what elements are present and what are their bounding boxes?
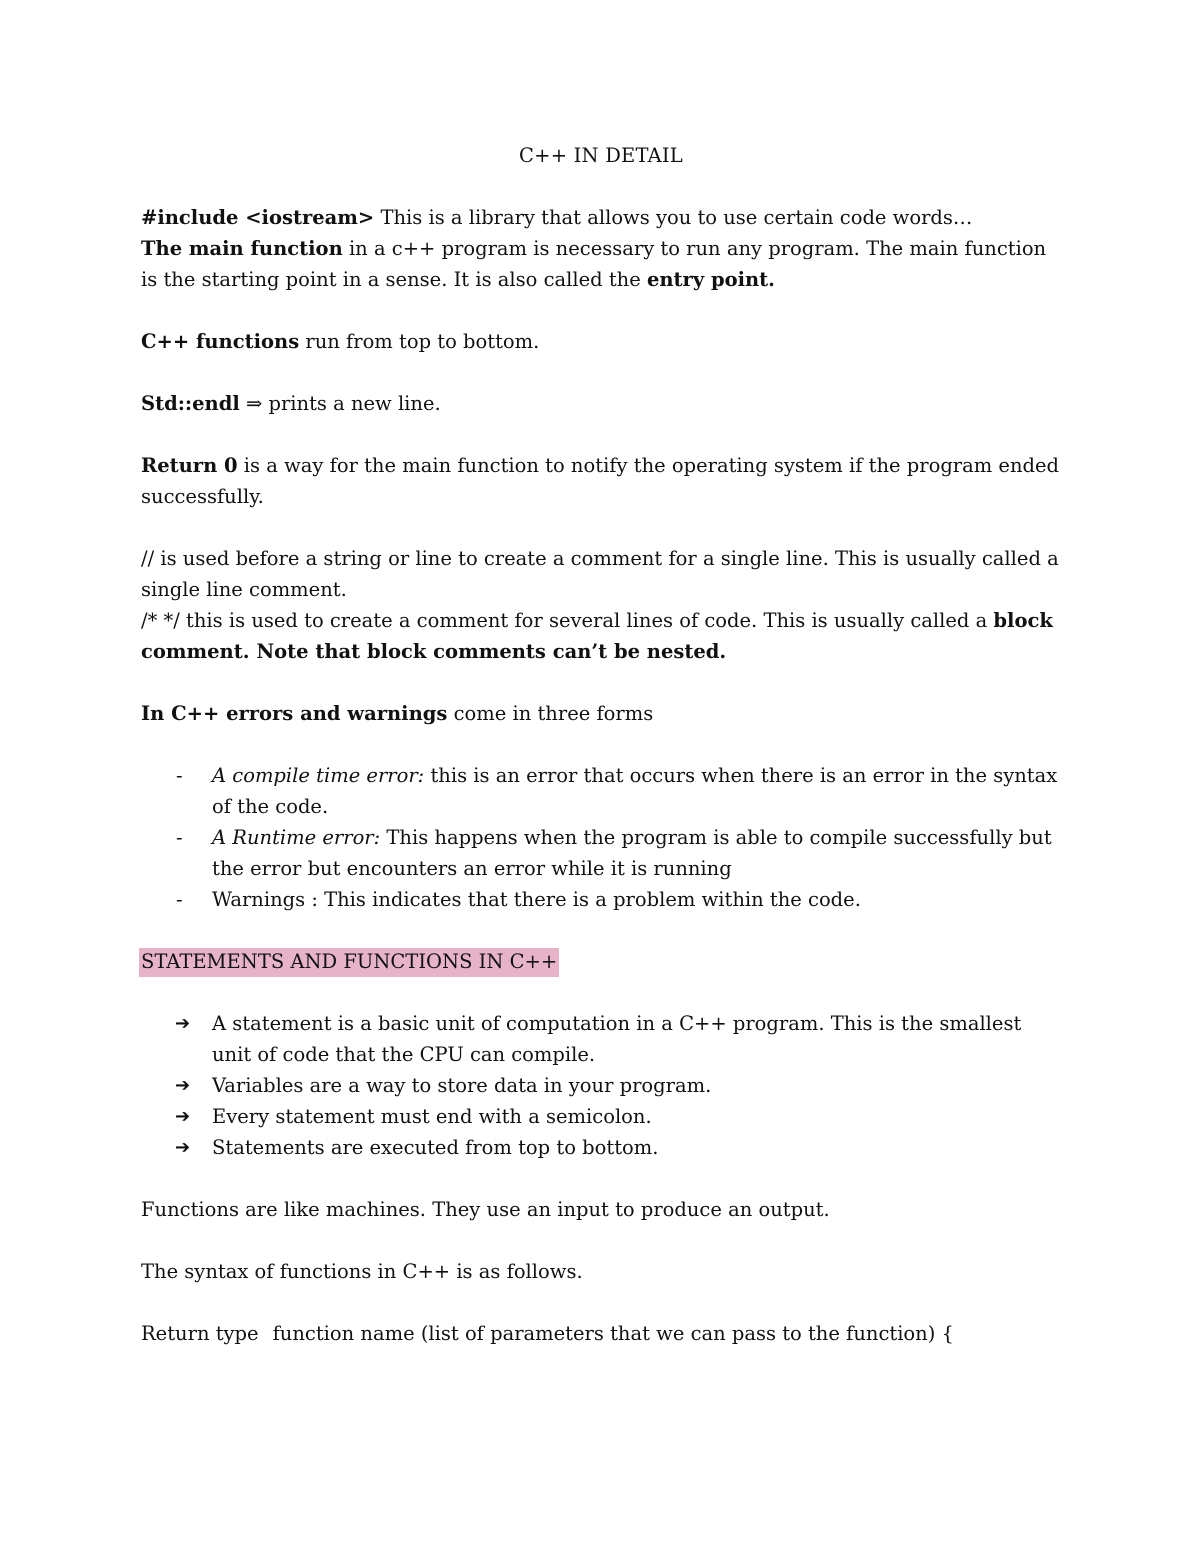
include-text: This is a library that allows you to use certain code words… — [374, 206, 973, 229]
cpp-functions-text: run from top to bottom. — [299, 330, 540, 353]
list-item — [141, 1008, 1061, 1070]
include-code: #include <iostream> — [141, 206, 375, 229]
arrow-bullet-icon: ➔ — [175, 1106, 191, 1127]
dash-bullet: - — [176, 888, 183, 911]
statement-text: Every statement must end with a semicolon. — [212, 1105, 652, 1128]
errors-heading — [141, 698, 1061, 729]
entry-point-term: entry point. — [646, 268, 775, 291]
list-item — [141, 1132, 1061, 1163]
error-type-text: Warnings : This indicates that there is a problem within the code. — [212, 888, 861, 911]
syntax-return-type: Return type — [141, 1322, 259, 1345]
block-comment-paragraph — [141, 605, 1061, 667]
syntax-rest: function name (list of parameters that we can pass to the function) { — [272, 1322, 954, 1345]
main-function-text: in a c++ program is necessary to run any program. The main function is the starting point in a sense. It is also called the — [141, 237, 1047, 291]
arrow-bullet-icon: ➔ — [175, 1075, 191, 1096]
return0-paragraph — [141, 450, 1061, 512]
return0-term: Return 0 — [141, 454, 238, 477]
error-type-label: A compile time error: — [212, 764, 425, 787]
functions-syntax-line — [141, 1318, 1061, 1349]
block-comment-term: block comment. Note that block comments can’t be nested. — [141, 609, 1053, 663]
arrow-bullet-icon: ➔ — [175, 1013, 191, 1034]
include-paragraph — [141, 202, 1061, 233]
main-function-paragraph — [141, 233, 1061, 295]
cpp-functions-paragraph — [141, 326, 1061, 357]
highlighted-heading: STATEMENTS AND FUNCTIONS IN C++ — [139, 948, 559, 977]
statements-heading — [141, 946, 1061, 977]
errors-heading-term: In C++ errors and warnings — [141, 702, 448, 725]
endl-term: Std::endl — [141, 392, 240, 415]
errors-list — [141, 760, 1061, 915]
functions-machines-paragraph: Functions are like machines. They use an input to produce an output. — [141, 1198, 830, 1221]
statement-text: Statements are executed from top to bottom. — [212, 1136, 659, 1159]
list-item — [141, 1070, 1061, 1101]
cpp-functions-term: C++ functions — [141, 330, 300, 353]
return0-text: is a way for the main function to notify the operating system if the program ended successfully. — [141, 454, 1060, 508]
block-comment-text: /* */ this is used to create a comment for several lines of code. This is usually called a — [141, 609, 994, 632]
arrow-bullet-icon: ➔ — [175, 1137, 191, 1158]
endl-paragraph — [141, 388, 1061, 419]
dash-bullet: - — [176, 826, 183, 849]
error-type-text: this is an error that occurs when there is an error in the syntax of the code. — [212, 764, 1058, 818]
endl-text: ⇒ prints a new line. — [239, 392, 441, 415]
error-type-label: A Runtime error: — [212, 826, 381, 849]
dash-bullet: - — [176, 764, 183, 787]
statement-text: A statement is a basic unit of computation in a C++ program. This is the smallest unit of code that the CPU can compile. — [212, 1012, 1022, 1066]
statement-text: Variables are a way to store data in your program. — [212, 1074, 712, 1097]
error-type-text: This happens when the program is able to compile successfully but the error but encounters an error while it is running — [212, 826, 1052, 880]
list-item — [141, 1101, 1061, 1132]
page-title: C++ IN DETAIL — [519, 144, 683, 167]
statements-list — [141, 1008, 1061, 1163]
list-item — [141, 760, 1061, 822]
functions-syntax-intro: The syntax of functions in C++ is as follows. — [141, 1260, 583, 1283]
single-comment-paragraph: // is used before a string or line to create a comment for a single line. This is usually called a single line comment. — [141, 547, 1059, 601]
document-page — [141, 140, 1061, 1349]
list-item — [141, 884, 1061, 915]
list-item — [141, 822, 1061, 884]
errors-heading-text: come in three forms — [447, 702, 654, 725]
main-function-term: The main function — [141, 237, 343, 260]
